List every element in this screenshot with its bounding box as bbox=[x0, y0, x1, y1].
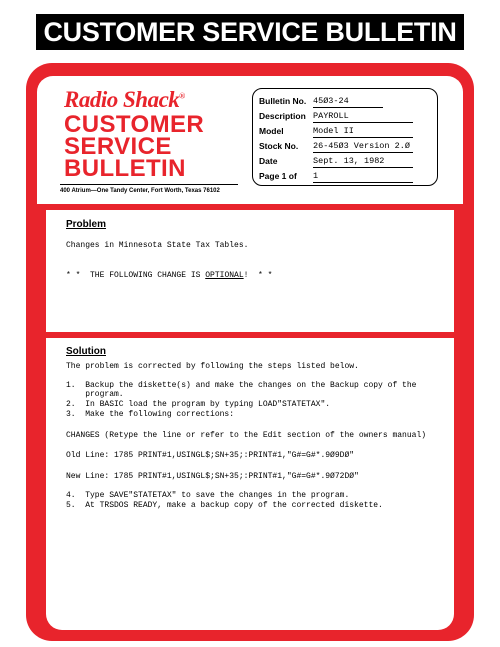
note-pre: * * THE FOLLOWING CHANGE IS bbox=[66, 271, 206, 280]
info-value: PAYROLL bbox=[313, 111, 349, 121]
info-value: 45Ø3-24 bbox=[313, 96, 349, 106]
step-item: 5. At TRSDOS READY, make a backup copy of the corrected diskette. bbox=[66, 501, 383, 510]
info-label: Stock No. bbox=[259, 141, 299, 151]
csb-line-3: BULLETIN bbox=[64, 155, 186, 182]
step-item: 1. Backup the diskette(s) and make the changes on the Backup copy of the program. bbox=[66, 381, 417, 399]
note-post: ! * * bbox=[243, 271, 273, 280]
info-label: Bulletin No. bbox=[259, 96, 307, 106]
problem-title: Problem bbox=[66, 219, 107, 230]
banner-title: CUSTOMER SERVICE BULLETIN bbox=[36, 14, 464, 50]
bulletin-info-box bbox=[252, 88, 438, 186]
csb-line-1: CUSTOMER bbox=[64, 111, 205, 138]
optional-note bbox=[66, 271, 272, 280]
step-item: 2. In BASIC load the program by typing LOAD"STATETAX". bbox=[66, 400, 331, 409]
logo-brand: Radio Shack bbox=[64, 87, 180, 112]
solution-intro: The problem is corrected by following the steps listed below. bbox=[66, 362, 359, 371]
info-label: Date bbox=[259, 156, 278, 166]
info-label: Description bbox=[259, 111, 306, 121]
csb-line-2: SERVICE bbox=[64, 133, 172, 160]
info-value: Sept. 13, 1982 bbox=[313, 156, 385, 166]
info-underline bbox=[313, 122, 413, 123]
info-underline bbox=[313, 182, 413, 183]
radio-shack-logo bbox=[64, 87, 185, 113]
company-address: 400 Atrium—One Tandy Center, Fort Worth, Texas 76102 bbox=[60, 188, 220, 194]
problem-text: Changes in Minnesota State Tax Tables. bbox=[66, 241, 249, 250]
address-rule bbox=[60, 184, 238, 185]
step-item: 4. Type SAVE"STATETAX" to save the changes in the program. bbox=[66, 491, 350, 500]
registered-mark: ® bbox=[179, 91, 185, 101]
changes-line: CHANGES (Retype the line or refer to the Edit section of the owners manual) bbox=[66, 431, 427, 440]
info-value: Model II bbox=[313, 126, 354, 136]
old-line: Old Line: 1785 PRINT#1,USINGL$;SN+35;:PRINT#1,"G#=G#*.9Ø9DØ" bbox=[66, 451, 355, 460]
info-label: Page 1 of bbox=[259, 171, 297, 181]
info-label: Model bbox=[259, 126, 284, 136]
solution-title: Solution bbox=[66, 346, 106, 357]
step-item: 3. Make the following corrections: bbox=[66, 410, 235, 419]
info-value: 26-45Ø3 Version 2.Ø bbox=[313, 141, 410, 151]
csb-title bbox=[64, 111, 205, 182]
info-underline bbox=[313, 107, 383, 108]
info-value: 1 bbox=[313, 171, 319, 181]
new-line: New Line: 1785 PRINT#1,USINGL$;SN+35;:PRINT#1,"G#=G#*.9Ø72DØ" bbox=[66, 472, 359, 481]
info-underline bbox=[313, 152, 413, 153]
info-underline bbox=[313, 137, 413, 138]
note-optional: OPTIONAL bbox=[205, 271, 244, 280]
info-underline bbox=[313, 167, 413, 168]
